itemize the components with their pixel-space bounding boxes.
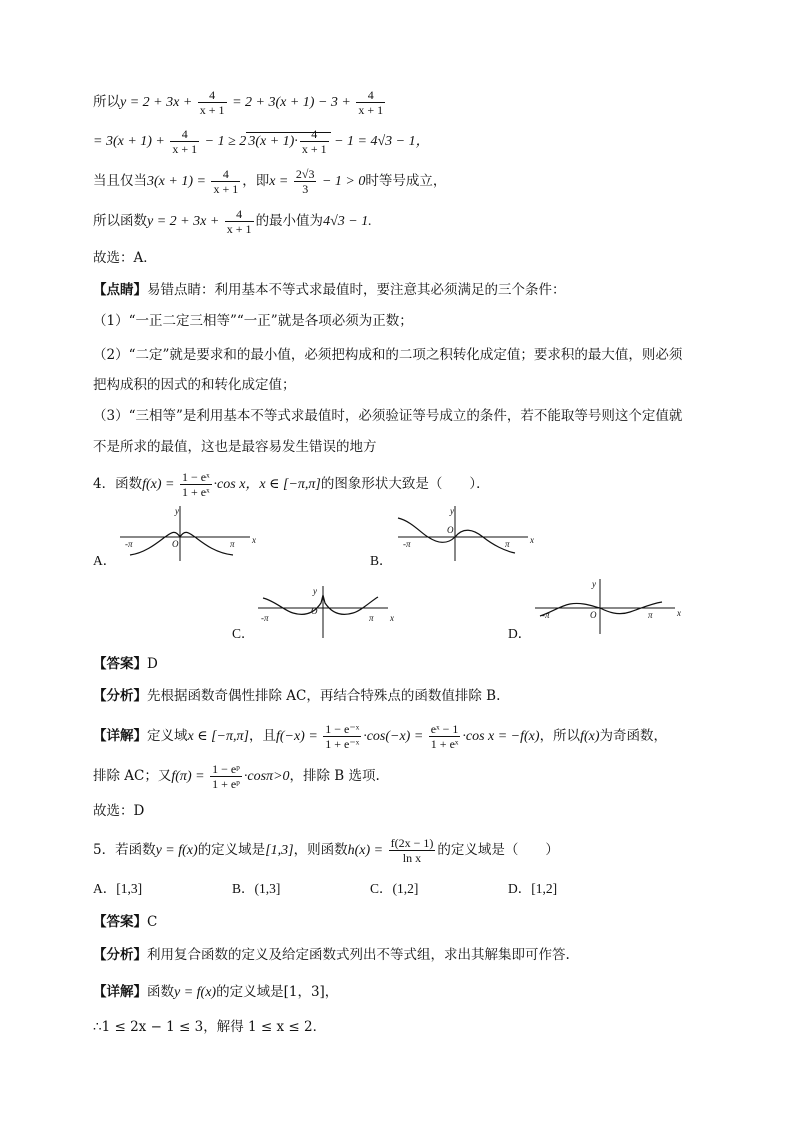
option-letter: D． <box>508 881 532 896</box>
fraction: $\frac{\text{eˣ − 1}}{\text{1 + eˣ}}$ <box>430 722 459 751</box>
expr: ·cos x = −f(x) <box>462 729 540 744</box>
origin-label: O <box>590 610 597 620</box>
section-label: 【答案】 <box>93 914 147 930</box>
answer-5 <box>93 912 157 932</box>
expr: x ∈ [−π,π] <box>259 477 321 492</box>
text: ，且 <box>248 728 276 744</box>
text: 4．函数 <box>93 476 143 492</box>
neg-pi-label: -π <box>542 610 550 620</box>
answer-value: D <box>147 656 158 672</box>
text: 排除 AC；又 <box>93 768 172 784</box>
expr: f(−x) = <box>275 729 322 744</box>
dianjing-line <box>93 280 566 300</box>
x-label: x <box>530 535 534 545</box>
option-5-a <box>93 877 142 897</box>
text: ，则函数 <box>293 842 348 858</box>
text: 的定义域是（ ） <box>437 842 559 858</box>
detail-4-line-2 <box>93 762 380 791</box>
fraction: $\frac{4}{x + 1}$ <box>358 88 384 117</box>
derivation-line-2 <box>93 127 430 156</box>
option-d-label: D． <box>508 626 532 641</box>
y-label: y <box>313 586 317 596</box>
graph-a <box>115 503 265 563</box>
derivation-line-4 <box>93 207 372 236</box>
x-label: x <box>390 613 394 623</box>
neg-pi-label: -π <box>125 539 133 549</box>
expr: − 1 > 0 <box>318 174 366 189</box>
derivation-line-3 <box>93 167 446 196</box>
option-b-label: B． <box>370 553 393 568</box>
option-5-d <box>508 877 557 897</box>
expr: y = 2 + 3x + <box>147 214 223 229</box>
option-value: [1,2] <box>531 881 558 896</box>
expr: ·cosπ>0 <box>243 769 290 784</box>
text: 函数 <box>147 984 174 1000</box>
text: 所以 <box>93 94 120 110</box>
paragraph: （1）“一正二定三相等”“一正”就是各项必须为正数； <box>93 313 413 329</box>
text: ，所以 <box>539 728 581 744</box>
option-c-label: C． <box>232 626 255 641</box>
expr: f(x) <box>580 729 600 744</box>
expr: 4√3 − 1. <box>323 214 372 229</box>
expr: f(π) = <box>171 769 209 784</box>
text: 为奇函数， <box>599 728 667 744</box>
fraction: $\frac{4}{x + 1}$ <box>226 207 252 236</box>
text: ，排除 B 选项. <box>289 768 380 784</box>
section-label: 【分析】 <box>93 688 147 704</box>
y-label: y <box>450 506 454 516</box>
text: 所以函数 <box>93 213 147 229</box>
text: 的最小值为 <box>255 213 324 229</box>
fraction: $\frac{4}{x + 1}$ <box>301 127 327 156</box>
text: 的定义域是 <box>197 842 266 858</box>
option-value: (1,3] <box>254 881 281 896</box>
neg-pi-label: -π <box>403 539 411 549</box>
section-label: 【详解】 <box>93 984 147 1000</box>
option-5-c <box>370 877 418 897</box>
answer-value: C <box>147 914 158 930</box>
fraction: $\frac{\text{1 − eᵖ}}{\text{1 + eᵖ}}$ <box>212 762 240 791</box>
fraction: $\frac{f(2x - 1)}{\text{ln x}}$ <box>390 836 434 865</box>
expr: ·cos(−x) = <box>363 729 427 744</box>
derivation-line-1 <box>93 88 387 117</box>
curve <box>130 532 233 555</box>
curve <box>540 602 662 616</box>
x-label: x <box>677 608 681 618</box>
sqrt-content: 3(x + 1)· <box>248 134 298 149</box>
section-label: 【点睛】 <box>93 282 147 298</box>
option-a-label: A． <box>93 553 117 568</box>
option-value: (1,2] <box>392 881 419 896</box>
paragraph: 把构成积的因式的和转化成定值； <box>93 377 296 393</box>
paragraph: （3）“三相等”是利用基本不等式求最值时，必须验证等号成立的条件，若不能取等号则这个定值就 <box>93 408 683 424</box>
expr: h(x) = <box>347 843 387 858</box>
text: 易错点睛：利用基本不等式求最值时，要注意其必须满足的三个条件： <box>147 282 566 298</box>
expr: = 2 + 3(x + 1) − 3 + <box>228 95 355 110</box>
fraction: $\frac{\text{1 − e⁻ˣ}}{\text{1 + e⁻ˣ}}$ <box>325 722 360 751</box>
fraction: $\frac{4}{x + 1}$ <box>199 88 225 117</box>
expr: ·cos x， <box>213 477 260 492</box>
curve <box>263 595 378 614</box>
conclusion-4: 故选：D <box>93 803 145 819</box>
expr: 3(x + 1) = <box>147 174 210 189</box>
pi-label: π <box>230 539 235 549</box>
option-letter: B． <box>232 881 255 896</box>
graph-d <box>530 576 690 636</box>
analysis-5 <box>93 945 570 965</box>
curve <box>398 518 515 553</box>
graph-b <box>393 503 543 563</box>
fraction: $\frac{2√3}{3}$ <box>295 167 315 196</box>
y-label: y <box>175 506 179 516</box>
choice-line: 故选：A． <box>93 250 157 266</box>
fraction: $\frac{\text{1 − eˣ}}{\text{1 + eˣ}}$ <box>181 470 210 499</box>
pi-label: π <box>648 610 653 620</box>
fraction: $\frac{4}{x + 1}$ <box>172 127 198 156</box>
fraction: $\frac{4}{x + 1}$ <box>213 167 239 196</box>
detail-5-line-2: ∴1 ≤ 2x − 1 ≤ 3，解得 1 ≤ x ≤ 2． <box>93 1019 327 1035</box>
graph-c <box>253 583 403 643</box>
text: 5．若函数 <box>93 842 156 858</box>
option-letter: C． <box>370 881 393 896</box>
paragraph: （2）“二定”就是要求和的最小值，必须把构成和的二项之积转化成定值；要求积的最大值，则必须 <box>93 347 683 363</box>
expr: x ∈ [−π,π] <box>187 729 249 744</box>
expr: − 1 = 4√3 − 1， <box>330 134 430 149</box>
detail-5 <box>93 982 338 1003</box>
expr: − 1 ≥ 2 <box>201 134 247 149</box>
text: 时等号成立， <box>365 173 447 189</box>
text: 先根据函数奇偶性排除 AC，再结合特殊点的函数值排除 B. <box>147 688 501 704</box>
text: 的图象形状大致是（ ）． <box>320 476 490 492</box>
origin-label: O <box>447 525 454 535</box>
y-label: y <box>592 579 596 589</box>
text: ，即 <box>242 173 270 189</box>
neg-pi-label: -π <box>261 613 269 623</box>
expr: f(x) = <box>142 477 178 492</box>
option-value: [1,3] <box>116 881 143 896</box>
pi-label: π <box>505 539 510 549</box>
option-5-b <box>232 877 280 897</box>
section-label: 【分析】 <box>93 947 147 963</box>
paragraph: 不是所求的最值，这也是最容易发生错误的地方 <box>93 439 377 455</box>
text: 利用复合函数的定义及给定函数式列出不等式组，求出其解集即可作答. <box>147 947 570 963</box>
section-label: 【详解】 <box>93 728 147 744</box>
expr: y = f(x) <box>174 985 217 1000</box>
origin-label: O <box>311 606 318 616</box>
expr: = 3(x + 1) + <box>93 134 169 149</box>
origin-label: O <box>172 539 179 549</box>
expr: y = 2 + 3x + <box>120 95 196 110</box>
x-label: x <box>252 535 256 545</box>
section-label: 【答案】 <box>93 656 147 672</box>
answer-4 <box>93 654 158 674</box>
expr: [1,3] <box>265 843 294 858</box>
text: 定义域 <box>147 728 188 744</box>
question-4 <box>93 470 490 499</box>
detail-4-line-1 <box>93 722 667 751</box>
expr: y = f(x) <box>155 843 198 858</box>
text: 当且仅当 <box>93 173 147 189</box>
text: 的定义域是[1，3]， <box>216 984 339 1000</box>
expr: x = <box>269 174 292 189</box>
pi-label: π <box>369 613 374 623</box>
question-5 <box>93 836 559 865</box>
analysis-4 <box>93 686 500 706</box>
option-letter: A． <box>93 881 117 896</box>
